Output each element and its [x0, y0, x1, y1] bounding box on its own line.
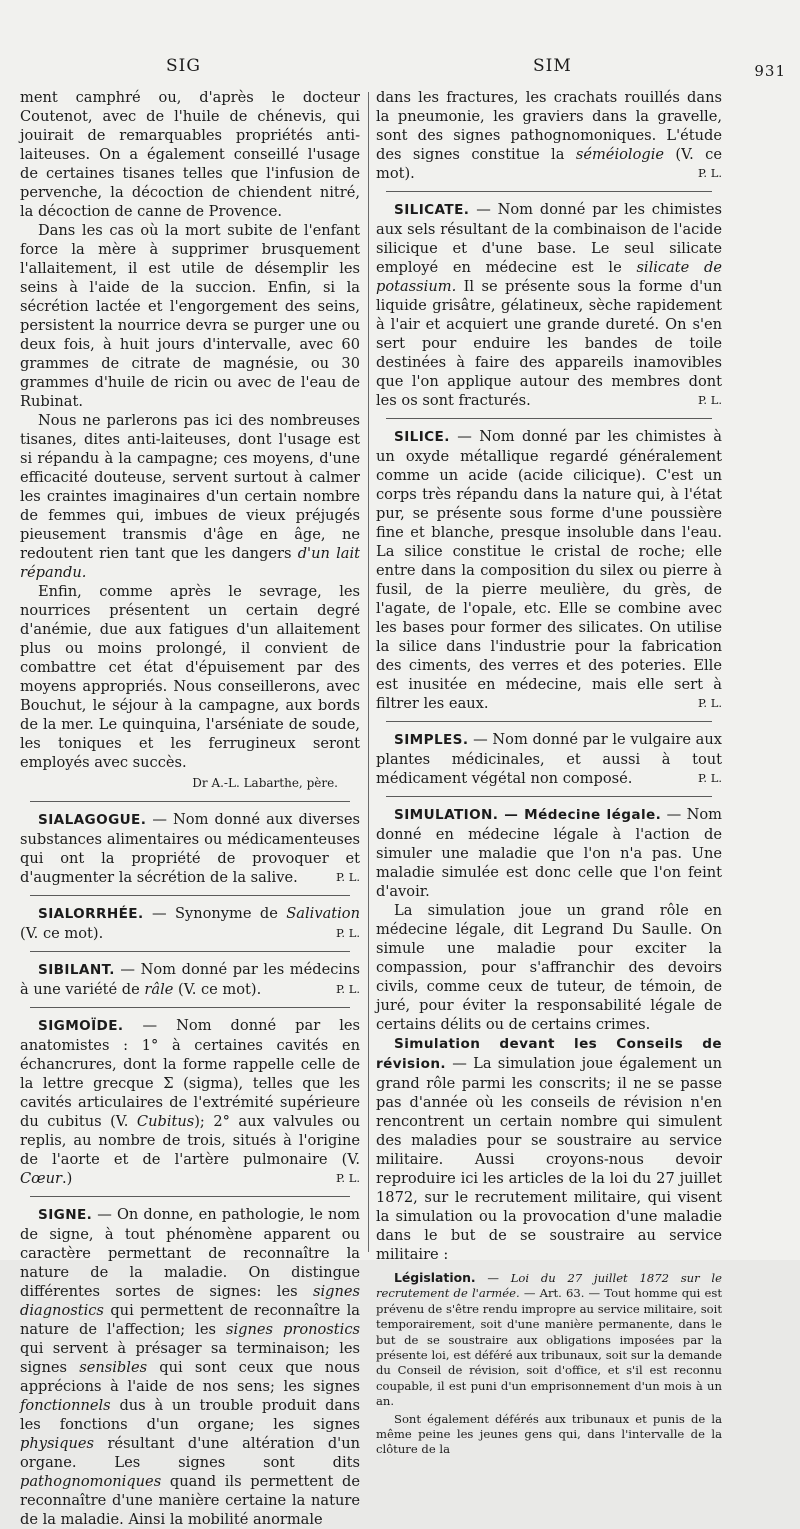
entry-separator — [30, 1007, 350, 1008]
legislation-paragraph: Législation. — Loi du 27 juillet 1872 sur le recrutement de l'armée. — Art. 63. — Tout homme qui est prévenu de s'être rendu impropre au service militaire, soit temporairement, soit d'une manière permanente, dans le but de se soustraire aux obligations imposées par la présente loi, est déféré aux tribunaux, soit sur la demande du Conseil de révision, soit d'office, et s'il est reconnu coupable, il est puni d'un emprisonnement d'un mois à un an. — [376, 1270, 722, 1409]
entry-separator — [386, 796, 712, 797]
entry-simulation: SIMULATION. — Médecine légale. — Nom donné en médecine légale à l'action de simuler une maladie que l'on n'a pas. Une maladie simulée est donc celle que l'on feint d'avoir. — [376, 806, 722, 900]
subheading: Simulation devant les Conseils de révision. — [376, 1036, 722, 1072]
entry-separator — [386, 721, 712, 722]
entry-signature: P. L. — [335, 982, 360, 996]
paragraph: Dans les cas où la mort subite de l'enfant force la mère à supprimer brusquement l'allaitement, il est utile de désemplir les seins à l'aide de la succion. Enfin, si la sécrétion lactée et l'engorgement des seins, persistent la nourrice devra se purger une ou deux fois, à huit jours d'intervalle, avec 60 grammes de citrate de magnésie, ou 30 grammes d'huile de ricin ou avec de l'eau de Rubinat. — [20, 222, 360, 410]
entry-separator — [30, 1196, 350, 1197]
legislation-paragraph: Sont également déférés aux tribunaux et punis de la même peine les jeunes gens qui, dans l'intervalle de la clôture de la — [376, 1411, 722, 1457]
left-column — [20, 88, 360, 1529]
entry-sigmoide: SIGMOÏDE. — Nom donné par les anatomistes : 1° à certaines cavités en échancrures, dont la forme rappelle celle de la lettre grecque Σ (sigma), telles que les cavités articulaires de l'extrémité supérieure du cubitus (V. Cubitus); 2° aux valvules ou replis, au nombre de trois, situés à l'origine de l'aorte et de l'artère pulmonaire (V. Cœur.) P. L. — [20, 1017, 360, 1187]
headword: SIALORRHÉE. — [38, 906, 144, 922]
headword: SIGMOÏDE. — [38, 1018, 124, 1034]
entry-silice: SILICE. — Nom donné par les chimistes à un oxyde métallique regardé généralement comme un acide (acide cilicique). C'est un corps très répandu dans la nature qui, à l'état pur, se présente sous forme d'une poussière fine et blanche, presque insoluble dans l'eau. La silice constitue le cristal de roche; elle entre dans la composition du silex ou pierre à fusil, de la pierre meulière, du grès, de l'agate, de l'opale, etc. Elle se combine avec les bases pour former des silicates. On utilise la silice dans l'industrie pour la fabrication des ciments, des verres et des poteries. Elle est inusitée en médecine, mais elle sert à filtrer les eaux. P. L. — [376, 428, 722, 712]
subheading: Législation. — [394, 1270, 476, 1285]
entry-simples: SIMPLES. — Nom donné par le vulgaire aux plantes médicinales, et aussi à tout médicament végétal non composé. P. L. — [376, 731, 722, 787]
entry-sibilant: SIBILANT. — Nom donné par les médecins à une variété de râle (V. ce mot). P. L. — [20, 961, 360, 998]
paragraph: Simulation devant les Conseils de révision. — La simulation joue également un grand rôle parmi les conscrits; il ne se passe pas d'année où les conseils de révision n'en rencontrent un certain nombre qui simulent des maladies pour se soustraire au service militaire. Aussi croyons-nous devoir reproduire ici les articles de la loi du 27 juillet 1872, sur le recrutement militaire, qui visent la simulation ou la provocation d'une maladie dans le but de se soustraire au service militaire : — [376, 1036, 722, 1263]
headword: SIALAGOGUE. — [38, 812, 147, 828]
paragraph: Nous ne parlerons pas ici des nombreuses tisanes, dites anti-laiteuses, dont l'usage est si répandu à la campagne; ces moyens, d'une efficacité douteuse, servent surtout à calmer les craintes imaginaires d'un certain nombre de femmes qui, imbues de vieux préjugés pieusement transmis d'âge en âge, ne redoutent rien tant que les dangers d'un lait répandu. — [20, 412, 360, 581]
guide-word-right: SIM — [533, 56, 572, 76]
entry-separator — [30, 951, 350, 952]
headword: SIMULATION. — Médecine légale. — [394, 807, 662, 823]
paragraph: La simulation joue un grand rôle en médecine légale, dit Legrand Du Saulle. On simule une maladie pour exciter la compassion, pour s'affranchir des devoirs civils, comme ceux de tuteur, de témoin, de juré, pour éviter la responsabilité légale de certains délits ou de certains crimes. — [376, 902, 722, 1033]
column-divider — [368, 92, 369, 1252]
headword: SIMPLES. — [394, 732, 469, 748]
paragraph: dans les fractures, les crachats rouillés dans la pneumonie, les graviers dans la gravelle, sont des signes pathognomoniques. L'étude des signes constitue la séméiologie (V. ce mot). P. L. — [376, 89, 722, 182]
entry-signature: P. L. — [335, 870, 360, 884]
author-signature: Dr A.-L. Labarthe, père. — [192, 776, 338, 790]
entry-silicate: SILICATE. — Nom donné par les chimistes aux sels résultant de la combinaison de l'acide silicique et d'une base. Le seul silicate employé en médecine est le silicate de potassium. Il se présente sous la forme d'un liquide grisâtre, gélatineux, sèche rapidement à l'air et acquiert une grande dureté. On s'en sert pour enduire les bandes de toile destinées à faire des appareils inamovibles que l'on applique autour des membres dont les os sont fracturés. P. L. — [376, 201, 723, 409]
right-column — [376, 88, 722, 1458]
headword: SIBILANT. — [38, 962, 115, 978]
entry-signe: SIGNE. — On donne, en pathologie, le nom de signe, à tout phénomène apparent ou caractère permettant de reconnaître la nature de la maladie. On distingue différentes sortes de signes: les signes diagnostics qui permettent de reconnaître la nature de l'affection; les signes pronostics qui servent à présager sa terminaison; les signes sensibles qui sont ceux que nous apprécions à l'aide de nos sens; les signes fonctionnels dus à un trouble produit dans les fonctions d'un organe; les signes physiques résultant d'une altération d'un organe. Les signes sont dits pathognomoniques quand ils permettent de reconnaître d'une manière certaine la nature de la maladie. Ainsi la mobilité anormale — [20, 1206, 360, 1528]
guide-word-left: SIG — [166, 56, 201, 76]
entry-signature: P. L. — [697, 393, 722, 407]
entry-signature: P. L. — [697, 771, 722, 785]
entry-separator — [386, 191, 712, 192]
headword: SILICE. — [394, 429, 450, 445]
paragraph: ment camphré ou, d'après le docteur Coutenot, avec de l'huile de chénevis, qui jouirait de remarquables propriétés anti-laiteuses. On a également conseillé l'usage de certaines tisanes telles que l'infusion de pervenche, la décoction de chiendent nitré, la décoction de canne de Provence. — [20, 89, 360, 220]
page-number: 931 — [754, 62, 786, 80]
paragraph: Enfin, comme après le sevrage, les nourrices présentent un certain degré d'anémie, due aux fatigues d'un allaitement plus ou moins prolongé, il convient de combattre cet état d'épuisement par des moyens appropriés. Nous conseillerons, avec Bouchut, le séjour à la campagne, aux bords de la mer. Le quinquina, l'arséniate de soude, les toniques et les ferrugineux seront employés avec succès. — [20, 583, 360, 771]
headword: SIGNE. — [38, 1207, 93, 1223]
entry-signature: P. L. — [335, 1171, 360, 1185]
entry-signature: P. L. — [697, 166, 722, 180]
entry-separator — [30, 895, 350, 896]
entry-signature: P. L. — [697, 696, 722, 710]
entry-separator — [30, 801, 350, 802]
entry-separator — [386, 418, 712, 419]
entry-signature: P. L. — [335, 926, 360, 940]
entry-sialorrhee: SIALORRHÉE. — Synonyme de Salivation (V. ce mot). P. L. — [20, 905, 360, 942]
headword: SILICATE. — [394, 202, 470, 218]
entry-sialagogue: SIALAGOGUE. — Nom donné aux diverses substances alimentaires ou médicamenteuses qui ont la propriété de provoquer et d'augmenter la sécrétion de la salive. P. L. — [20, 811, 360, 886]
